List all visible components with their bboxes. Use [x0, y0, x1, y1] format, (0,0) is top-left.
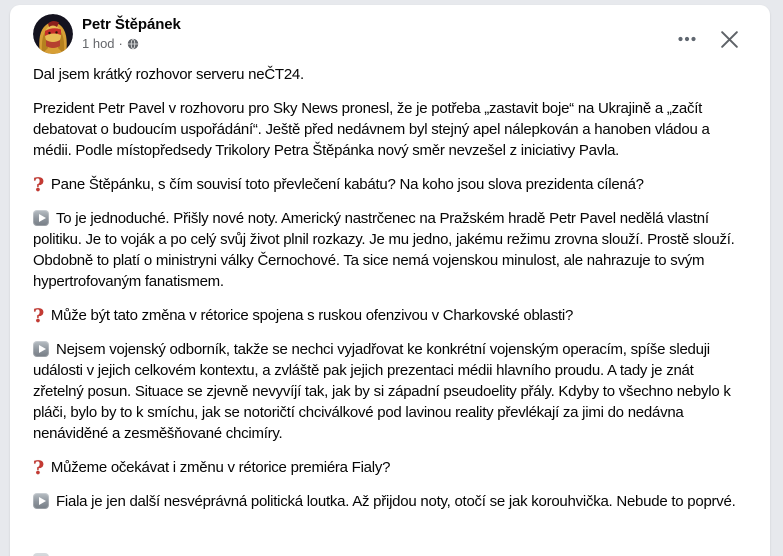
- play-icon: [33, 341, 49, 357]
- paragraph-text: To je jednoduché. Přišly nové noty. Americký nastrčenec na Pražském hradě Petr Pavel nedělá vlastní politiku. Je to voják a po celý svůj život plnil rozkazy. Je mu jedno, jakému režimu zrovna slouží. Prostě slouží. Obdobně to platí o ministryni války Černochové. Ta sice nemá vojenskou minulost, ale nahrazuje to svým hypertrofovaným fanatismem.: [33, 210, 735, 290]
- post-meta: [82, 36, 181, 51]
- post-content: [33, 64, 746, 512]
- avatar-image: [33, 14, 73, 54]
- post-paragraph: [33, 457, 746, 478]
- post-paragraph: [33, 208, 746, 292]
- post-paragraph: [33, 339, 746, 444]
- question-mark-icon: ?: [33, 305, 44, 327]
- post-paragraph: [33, 174, 746, 195]
- question-mark-icon: ?: [33, 457, 44, 479]
- post-paragraph: [33, 64, 746, 85]
- play-icon: [33, 210, 49, 226]
- globe-icon: [127, 38, 139, 50]
- paragraph-text: Fiala je jen další nesvéprávná politická loutka. Až přijdou noty, otočí se jak korouhvička. Nebude to poprvé.: [56, 493, 736, 510]
- author-name[interactable]: Petr Štěpánek: [82, 16, 181, 33]
- question-mark-icon: ?: [33, 174, 44, 196]
- more-options-button[interactable]: [673, 25, 701, 53]
- post-card: [10, 5, 770, 556]
- header-actions: [673, 14, 746, 53]
- post-header: [33, 14, 746, 54]
- meta-separator: ·: [118, 36, 123, 51]
- paragraph-text: Můžeme očekávat i změnu v rétorice premiéra Fialy?: [50, 459, 391, 476]
- play-icon: [33, 493, 49, 509]
- paragraph-text: Nejsem vojenský odborník, takže se nechci vyjadřovat ke konkrétní vojenským operacím, spíše sleduji události v jejich celkovém kontextu, a zvláště pak jejich prezentaci médii hlavního proudu. A tady je znát zřetelný posun. Situace se zjevně nevyvíjí tak, jak by si západní pseudoelity přály. Kdyby to všechno nebylo k pláči, bylo by to k smíchu, jak se notoričtí chciválkové pod lavinou reality převlékají za jimi do nedávna nenáviděné a zesměšňované chcimíry.: [33, 341, 731, 442]
- more-options-icon: [677, 29, 697, 49]
- post-paragraph: [33, 98, 746, 161]
- close-icon: [719, 29, 740, 50]
- paragraph-text: Prezident Petr Pavel v rozhovoru pro Sky News pronesl, že je potřeba „zastavit boje“ na Ukrajině a „začít debatovat o budoucím uspořádání“. Ještě před nedávnem byl stejný apel nálepkován a hanoben vládou a médii. Podle místopředsedy Trikolory Petra Štěpánka nový směr nevzešel z iniciativy Pavla.: [33, 100, 710, 159]
- close-button[interactable]: [715, 25, 743, 53]
- paragraph-text: Dal jsem krátký rozhovor serveru neČT24.: [33, 66, 304, 83]
- paragraph-text: Pane Štěpánku, s čím souvisí toto převlečení kabátu? Na koho jsou slova prezidenta cílená?: [50, 176, 644, 193]
- paragraph-text: Může být tato změna v rétorice spojena s ruskou ofenzivou v Charkovské oblasti?: [50, 307, 574, 324]
- avatar[interactable]: [33, 14, 73, 54]
- post-paragraph: [33, 491, 746, 512]
- timestamp[interactable]: 1 hod: [82, 36, 115, 51]
- post-paragraph: [33, 305, 746, 326]
- header-text: [82, 14, 181, 51]
